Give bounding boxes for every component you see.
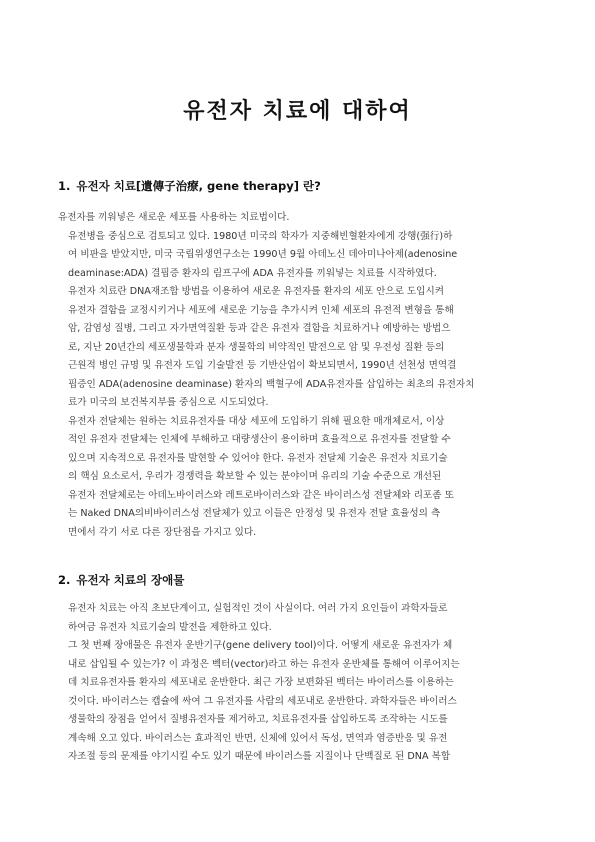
text-line: 하여금 유전자 치료기술의 발전을 제한하고 있다. <box>68 621 272 633</box>
text-line: 자조절 등의 문제를 야기시킬 수도 있기 때문에 바이러스를 지질이나 단백질로 된 DNA 복합 <box>68 751 451 762</box>
text-line: 유전자 결함을 교정시키거나 세포에 새로운 기능을 추가시켜 인체 세포의 유전적 변형을 통해 <box>68 304 454 316</box>
text-line: deaminase:ADA) 결핍증 환자의 림프구에 ADA 유전자를 끼워넣는 치료를 시작하였다. <box>68 267 437 279</box>
text-line: 는 Naked DNA의비바이러스성 전달체가 있고 이들은 안정성 및 유전자 전달 효율성의 측 <box>68 508 441 519</box>
paragraph <box>58 413 542 543</box>
text-line: 내로 삽입될 수 있는가? 이 과정은 벡터(vector)라고 하는 유전자 운반체를 통해여 이루어지는 <box>68 658 460 670</box>
paragraph <box>58 283 542 413</box>
document-title: 유전자 치료에 대하여 <box>183 98 412 124</box>
section-2-heading <box>58 572 184 588</box>
text-line: 데 치료유전자를 환자의 세포내로 운반한다. 최근 가장 보편화된 벡터는 바이러스를 이용하는 <box>68 677 454 688</box>
section-2-body <box>58 600 542 767</box>
section-1-heading <box>58 178 321 194</box>
text-line: 의 핵심 요소로서, 우리가 경쟁력을 확보할 수 있는 분야이며 유리의 기술 수준으로 개선된 <box>68 471 442 482</box>
text-line: 그 첫 번째 장애물은 유전자 운반기구(gene delivery tool)이다. 어떻게 새로운 유전자가 체 <box>68 640 453 651</box>
text-line: 핍증인 ADA(adenosine deaminase) 환자의 백혈구에 ADA유전자를 삽입하는 최초의 유전자치 <box>68 378 475 390</box>
section-2-number: 2. <box>58 573 71 587</box>
text-line: 료가 미국의 보건복지부를 중심으로 시도되었다. <box>68 397 269 408</box>
section-1-number: 1. <box>58 179 71 193</box>
section-1-body <box>58 209 542 542</box>
text-line: 유전자 전달체로는 아데노바이러스와 레트로바이러스와 같은 바이러스성 전달체와 리포좀 또 <box>68 489 454 501</box>
text-line: 유전병을 중심으로 검토되고 있다. 1980년 미국의 학자가 지중해빈혈환자에게 강행(强行)하 <box>68 230 453 242</box>
text-line: 면에서 각기 서로 다른 장단점을 가지고 있다. <box>68 526 257 538</box>
text-line: 여 비판을 받았지만, 미국 국립위생연구소는 1990년 9월 아데노신 데아미나아제(adenosine <box>68 249 458 260</box>
text-line: 근원적 병인 규명 및 유전자 도입 기술발전 등 기반산업이 확보되면서, 1990년 선천성 면역결 <box>68 360 457 371</box>
paragraph <box>58 637 542 767</box>
text-line: 유전자 치료는 아직 초보단계이고, 실험적인 것이 사실이다. 여러 가지 요인들이 과학자들로 <box>68 603 448 614</box>
section-1-title: 유전자 치료[遺傳子治療, gene therapy] 란? <box>76 179 321 193</box>
text-line: 유전자를 끼워넣은 새로운 세포를 사용하는 치료법이다. <box>58 212 290 223</box>
paragraph <box>58 600 542 637</box>
text-line: 것이다. 바이러스는 캡슐에 싸여 그 유전자를 사람의 세포내로 운반한다. 과학자들은 바이러스 <box>68 695 457 707</box>
paragraph <box>58 209 542 228</box>
text-line: 암, 감염성 질병, 그리고 자가면역질환 등과 같은 유전자 결함을 치료하거나 예방하는 방법으 <box>68 323 451 334</box>
text-line: 있으며 지속적으로 유전자를 발현할 수 있어야 한다. 유전자 전달체 기술은 유전자 치료기술 <box>68 452 448 464</box>
paragraph <box>58 228 542 284</box>
text-line: 유전자 치료란 DNA재조합 방법을 이용하여 새로운 유전자를 환자의 세포 안으로 도입시켜 <box>68 286 444 297</box>
text-line: 유전자 전달체는 원하는 치료유전자를 대상 세포에 도입하기 위해 필요한 매개체로서, 이상 <box>68 415 445 427</box>
text-line: 적인 유전자 전달체는 인체에 부해하고 대량생산이 용이하며 효율적으로 유전자를 전달할 수 <box>68 434 451 445</box>
section-2-title: 유전자 치료의 장애물 <box>76 573 185 587</box>
text-line: 계속해 오고 있다. 바이러스는 효과적인 반면, 신체에 있어서 독성, 면역과 염증반응 및 유전 <box>68 732 448 744</box>
text-line: 생물학의 장점을 얻어서 질병유전자를 제거하고, 치료유전자를 삽입하도록 조작하는 시도를 <box>68 714 448 725</box>
text-line: 로, 지난 20년간의 세포생물학과 분자 생물학의 비약적인 발전으로 암 및 우전성 질환 등의 <box>68 341 445 353</box>
